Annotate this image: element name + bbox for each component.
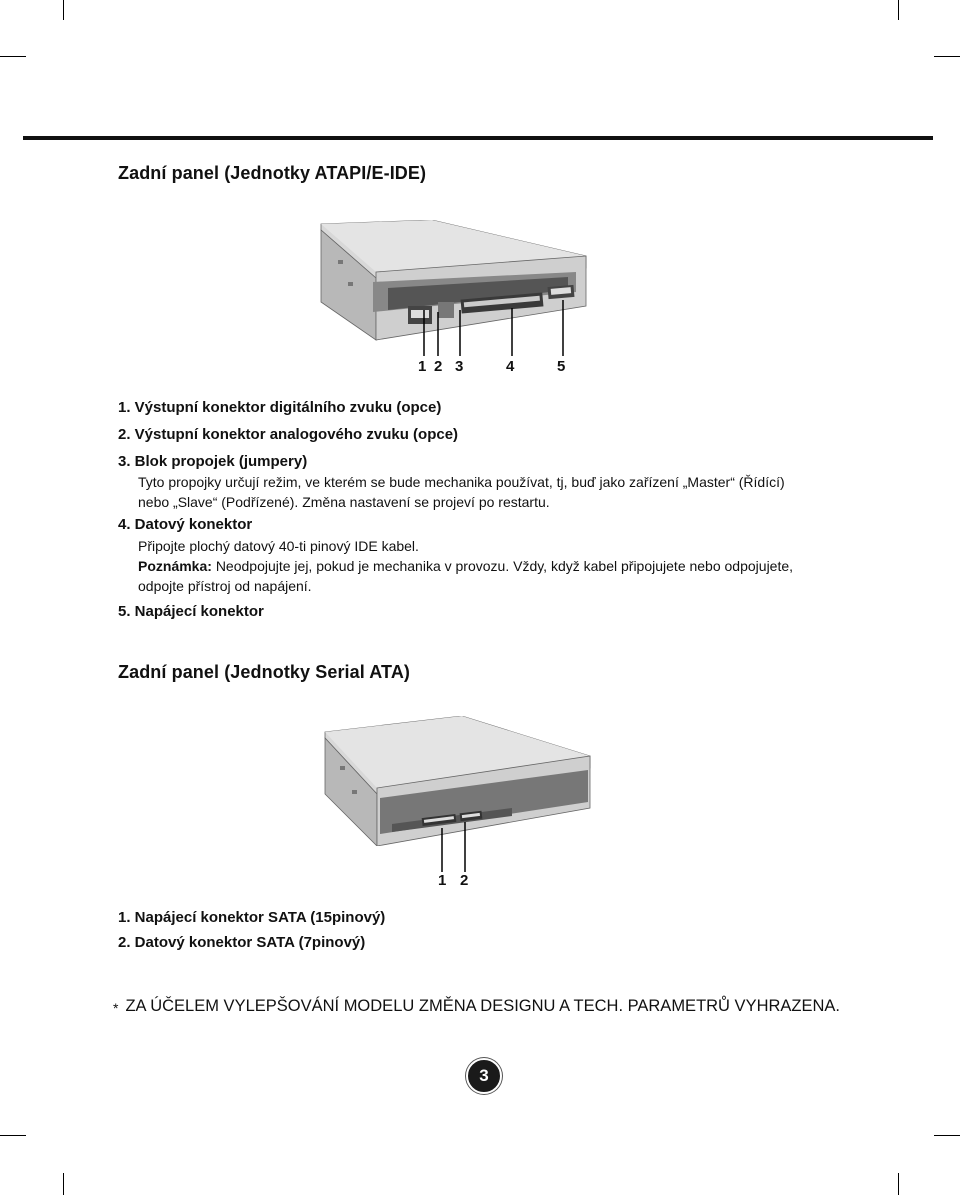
data-connector-description	[138, 536, 793, 596]
sata-callout-number-2: 2	[460, 872, 469, 889]
asterisk: *	[113, 1000, 119, 1016]
section-title-atapi: Zadní panel (Jednotky ATAPI/E-IDE)	[118, 163, 427, 183]
jumper-description	[138, 472, 785, 512]
crop-mark	[63, 0, 64, 20]
crop-mark	[0, 56, 26, 57]
crop-mark	[898, 0, 899, 20]
list-item: 2. Datový konektor SATA (7pinový)	[118, 934, 366, 951]
list-item: 1. Výstupní konektor digitálního zvuku (opce)	[118, 399, 442, 416]
jumper-description-line: Tyto propojky určují režim, ve kterém se bude mechanika používat, tj, buď jako zařízení „Master“ (Řídící)	[138, 474, 785, 490]
page-number: 3	[466, 1058, 502, 1094]
crop-mark	[934, 1135, 960, 1136]
callout-number-2: 2	[434, 358, 443, 375]
list-item: 1. Napájecí konektor SATA (15pinový)	[118, 909, 386, 926]
callout-number-4: 4	[506, 358, 515, 375]
callout-number-1: 1	[418, 358, 427, 375]
sata-callout-number-1: 1	[438, 872, 447, 889]
note-line: odpojte přístroj od napájení.	[138, 578, 312, 594]
jumper-description-line: nebo „Slave“ (Podřízené). Změna nastavení se projeví po restartu.	[138, 494, 550, 510]
crop-mark	[898, 1173, 899, 1195]
data-connector-text: Připojte plochý datový 40-ti pinový IDE kabel.	[138, 538, 419, 554]
sata-callout-lines	[425, 822, 485, 872]
list-item: 2. Výstupní konektor analogového zvuku (opce)	[118, 426, 459, 443]
list-item: 5. Napájecí konektor	[118, 603, 264, 620]
header-rule	[23, 136, 933, 140]
atapi-callout-lines	[410, 300, 590, 360]
crop-mark	[63, 1173, 64, 1195]
section-title-sata: Zadní panel (Jednotky Serial ATA)	[118, 662, 411, 682]
note-text: Neodpojujte jej, pokud je mechanika v provozu. Vždy, když kabel připojujete nebo odpojujete,	[215, 558, 794, 574]
list-item: 4. Datový konektor	[118, 516, 253, 533]
list-item: 3. Blok propojek (jumpery)	[118, 453, 308, 470]
footer-note-text: ZA ÚČELEM VYLEPŠOVÁNÍ MODELU ZMĚNA DESIGNU A TECH. PARAMETRŮ VYHRAZENA.	[125, 997, 840, 1015]
note-line	[138, 556, 793, 576]
note-label: Poznámka:	[138, 558, 212, 574]
callout-number-3: 3	[455, 358, 464, 375]
crop-mark	[934, 56, 960, 57]
crop-mark	[0, 1135, 26, 1136]
footer-note	[113, 997, 840, 1016]
callout-number-5: 5	[557, 358, 566, 375]
